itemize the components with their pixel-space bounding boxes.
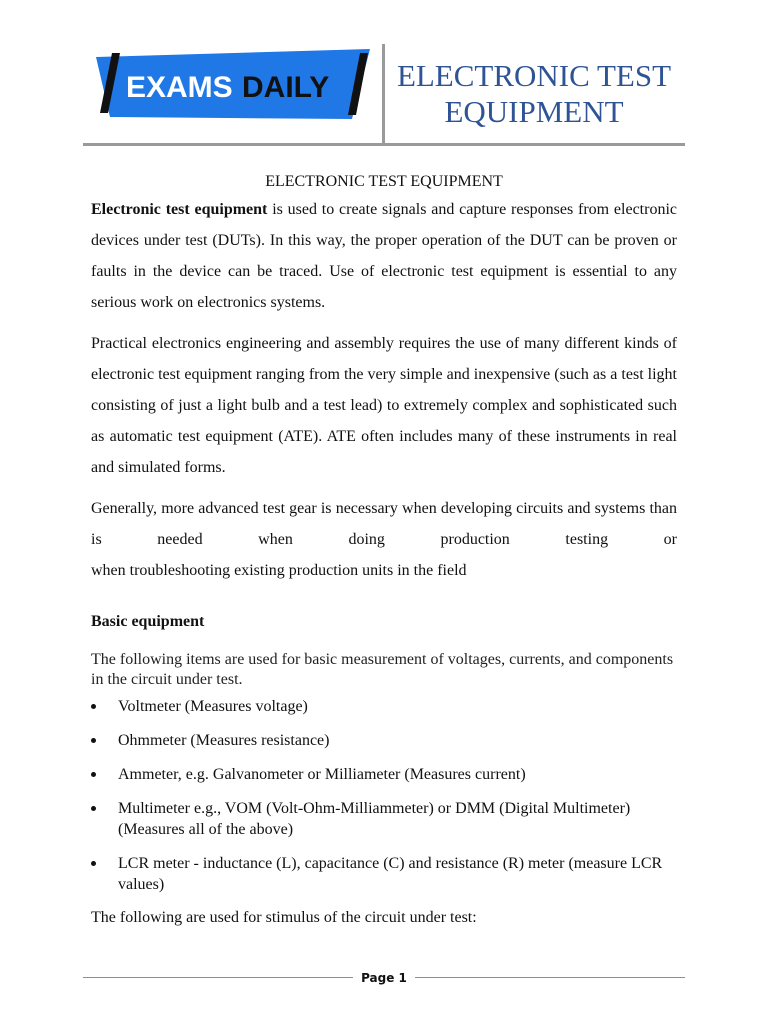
bullet-dot-icon <box>91 704 96 709</box>
footer-line-left <box>83 977 353 978</box>
bullet-dot-icon <box>91 772 96 777</box>
bullet-dot-icon <box>91 806 96 811</box>
list-item <box>91 696 677 717</box>
page-number: Page 1 <box>361 971 407 985</box>
logo-word-exams: EXAMS <box>126 71 233 104</box>
paragraph-3: Generally, more advanced test gear is necessary when developing circuits and systems than is needed when doing production testing or <box>91 500 677 548</box>
paragraph-2: Practical electronics engineering and assembly requires the use of many different kinds of electronic test equipment ranging from the very simple and inexpensive (such as a test light consisting of just a light bulb and a test lead) to extremely complex and sophisticated such as automatic test equipment (ATE). ATE often includes many of these instruments in real and simulated forms. <box>91 335 677 476</box>
closing-sentence: The following are used for stimulus of the circuit under test: <box>91 909 477 926</box>
list-item-text: Voltmeter (Measures voltage) <box>118 698 308 715</box>
section-heading-basic-equipment: Basic equipment <box>91 613 205 630</box>
paragraph-1-bold-lead: Electronic test equipment <box>91 201 268 218</box>
list-item <box>91 764 677 785</box>
document-body <box>91 172 677 928</box>
exams-daily-logo <box>90 45 375 125</box>
paragraph-3-tail: when troubleshooting existing production units in the field <box>91 562 467 579</box>
header-title-line1: ELECTRONIC TEST <box>396 58 672 93</box>
header-vertical-divider <box>382 44 385 144</box>
bullet-dot-icon <box>91 861 96 866</box>
document-title: ELECTRONIC TEST EQUIPMENT <box>265 173 503 190</box>
paragraph-1 <box>91 194 677 318</box>
page-footer <box>83 968 685 988</box>
basic-equipment-intro: The following items are used for basic measurement of voltages, currents, and components in the circuit under test. <box>91 651 674 688</box>
header-horizontal-rule <box>83 143 685 146</box>
header-title-line2: EQUIPMENT <box>444 94 624 129</box>
list-item <box>91 730 677 751</box>
paragraph-1-text: is used to create signals and capture responses from electronic devices under test (DUTs). In this way, the proper operation of the DUT can be proven or faults in the device can be traced. Use of electronic test equipment is essential to any serious work on electronics systems. <box>91 201 677 311</box>
list-item-text: Ohmmeter (Measures resistance) <box>118 732 330 749</box>
logo-graphic <box>90 45 375 125</box>
bullet-dot-icon <box>91 738 96 743</box>
equipment-list <box>91 696 677 895</box>
list-item-text: Ammeter, e.g. Galvanometer or Milliameter (Measures current) <box>118 766 526 783</box>
header-title <box>388 58 680 130</box>
list-item-text: Multimeter e.g., VOM (Volt-Ohm-Milliammeter) or DMM (Digital Multimeter) (Measures all of the above) <box>118 800 631 838</box>
list-item <box>91 798 677 840</box>
footer-line-right <box>415 977 685 978</box>
logo-word-daily: DAILY <box>242 71 330 104</box>
list-item <box>91 853 677 895</box>
list-item-text: LCR meter - inductance (L), capacitance (C) and resistance (R) meter (measure LCR values) <box>118 855 663 893</box>
